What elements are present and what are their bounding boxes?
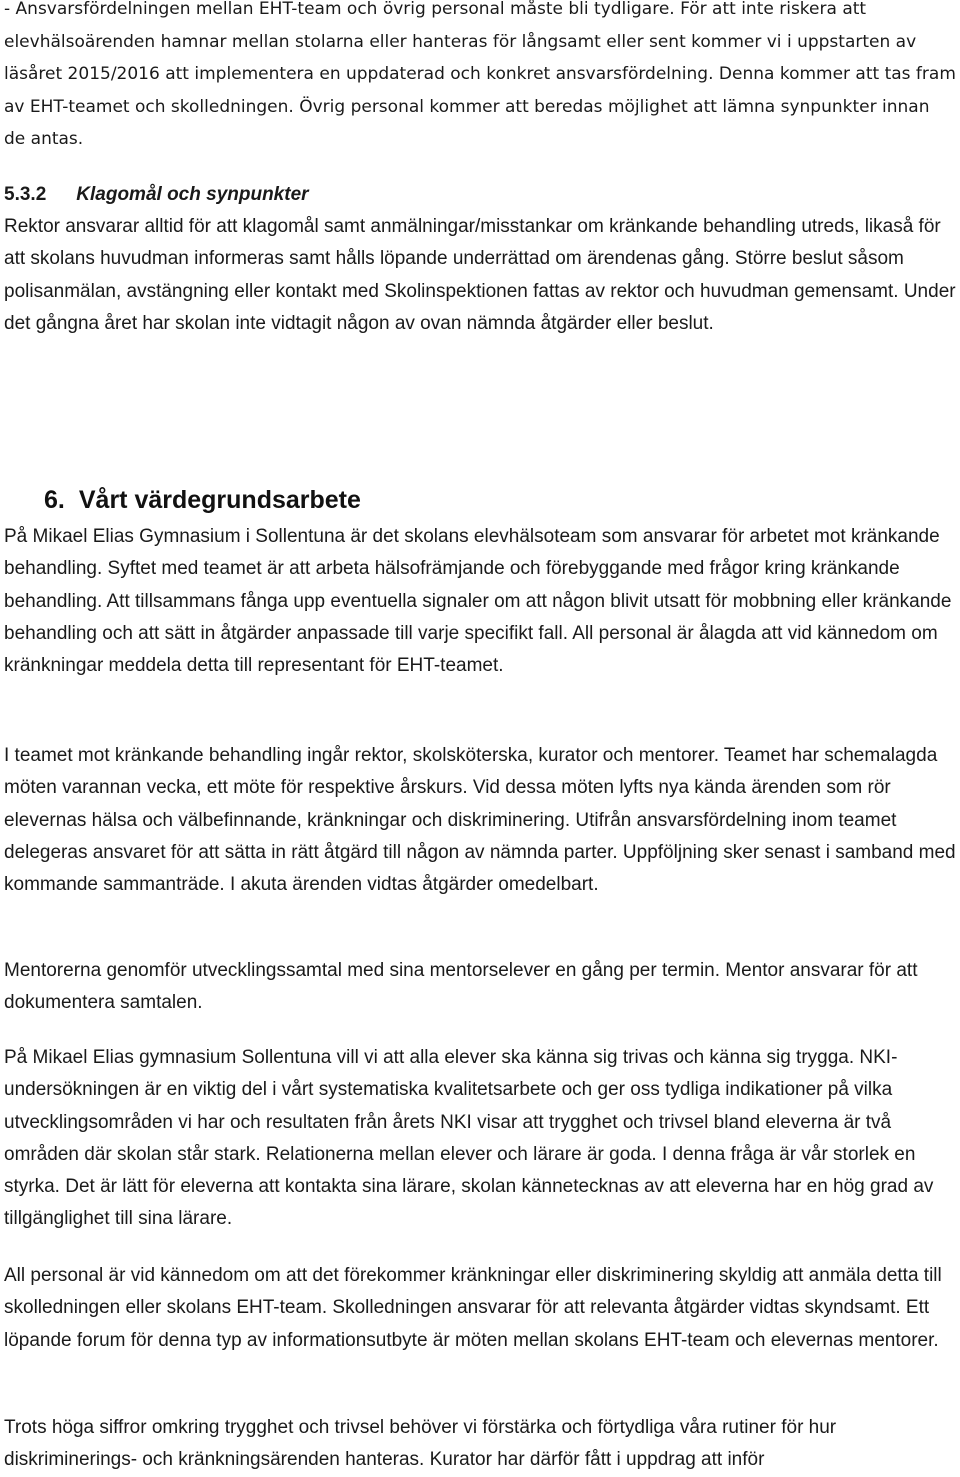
paragraph-text: Mentorerna genomför utvecklingssamtal med sina mentorselever en gång per termin. Mentor ansvarar för att dokumentera samtalen. (4, 960, 918, 1014)
subsection-number: 5.3.2 (4, 184, 47, 205)
section-6-paragraph-6 (4, 1412, 956, 1477)
subsection-text: Rektor ansvarar alltid för att klagomål samt anmälningar/misstankar om kränkande behandling utreds, likaså för att skolans huvudman informeras samt hålls löpande underrättad om ärendenas gång. Större beslut såsom polisanmälan, avstängning eller kontakt med Skolinspektionen fattas av rektor och huvudman gemensamt. Under det gångna året har skolan inte vidtagit någon av ovan nämnda åtgärder eller beslut. (4, 216, 956, 334)
section-6-paragraph-4 (4, 1042, 956, 1236)
section-number: 6. (44, 486, 65, 514)
paragraph-text: På Mikael Elias gymnasium Sollentuna vill vi att alla elever ska känna sig trivas och känna sig trygga. NKI-undersökningen är en viktig del i vårt systematiska kvalitetsarbete och ger oss tydliga indikationer på vilka utvecklingsområden vi har och resultaten från årets NKI visar att trygghet och trivsel bland eleverna är två områden där skolan står stark. Relationerna mellan elever och lärare är goda. I denna fråga är vår storlek en styrka. Det är lätt för eleverna att kontakta sina lärare, skolan kännetecknas av att eleverna har en hög grad av tillgänglighet till sina lärare. (4, 1047, 934, 1230)
section-6-paragraph-2 (4, 740, 956, 901)
subsection-paragraph (4, 211, 956, 340)
paragraph-text: All personal är vid kännedom om att det förekommer kränkningar eller diskriminering skyldig att anmäla detta till skolledningen eller skolans EHT-team. Skolledningen ansvarar för att relevanta åtgärder vidtas skyndsamt. Ett löpande forum för denna typ av informationsutbyte är möten mellan skolans EHT-team och elevernas mentorer. (4, 1265, 942, 1351)
intro-text: - Ansvarsfördelningen mellan EHT-team och övrig personal måste bli tydligare. För att inte riskera att elevhälsoärenden hamnar mellan stolarna eller hanteras för långsamt eller sent kommer vi i uppstarten av läsåret 2015/2016 att implementera en uppdaterad och konkret ansvarsfördelning. Denna kommer att tas fram av EHT-teamet och skolledningen. Övrig personal kommer att beredas möjlighet att lämna synpunkter innan de antas. (4, 0, 956, 149)
paragraph-text: I teamet mot kränkande behandling ingår rektor, skolsköterska, kurator och mentorer. Teamet har schemalagda möten varannan vecka, ett möte för respektive årskurs. Vid dessa möten lyfts nya kända ärenden som rör elevernas hälsa och välbefinnande, kränkningar och diskriminering. Utifrån ansvarsfördelning inom teamet delegeras ansvaret för att sätta in rätt åtgärd till någon av nämnda parter. Uppföljning sker senast i samband med kommande sammanträde. I akuta ärenden vidtas åtgärder omedelbart. (4, 745, 956, 896)
section-6-paragraph-3 (4, 955, 956, 1020)
subsection-heading (4, 181, 309, 209)
section-6-paragraph-5 (4, 1260, 956, 1357)
section-6-paragraph-1 (4, 521, 956, 682)
section-heading (44, 482, 361, 518)
paragraph-text: På Mikael Elias Gymnasium i Sollentuna är det skolans elevhälsoteam som ansvarar för arbetet mot kränkande behandling. Syftet med teamet är att arbeta hälsofrämjande och förebyggande med frågor kring kränkande behandling. Att tillsammans fånga upp eventuella signaler om att någon blivit utsatt för mobbning eller kränkande behandling och att sätt in åtgärder anpassade till varje specifikt fall. All personal är ålagda att vid kännedom om kränkningar meddela detta till representant för EHT-teamet. (4, 526, 952, 677)
subsection-title: Klagomål och synpunkter (76, 184, 309, 205)
intro-paragraph (4, 0, 956, 156)
paragraph-text: Trots höga siffror omkring trygghet och trivsel behöver vi förstärka och förtydliga våra rutiner för hur diskriminerings- och kränkningsärenden hanteras. Kurator har därför fått i uppdrag att inför (4, 1417, 837, 1471)
section-title: Vårt värdegrundsarbete (78, 486, 361, 514)
